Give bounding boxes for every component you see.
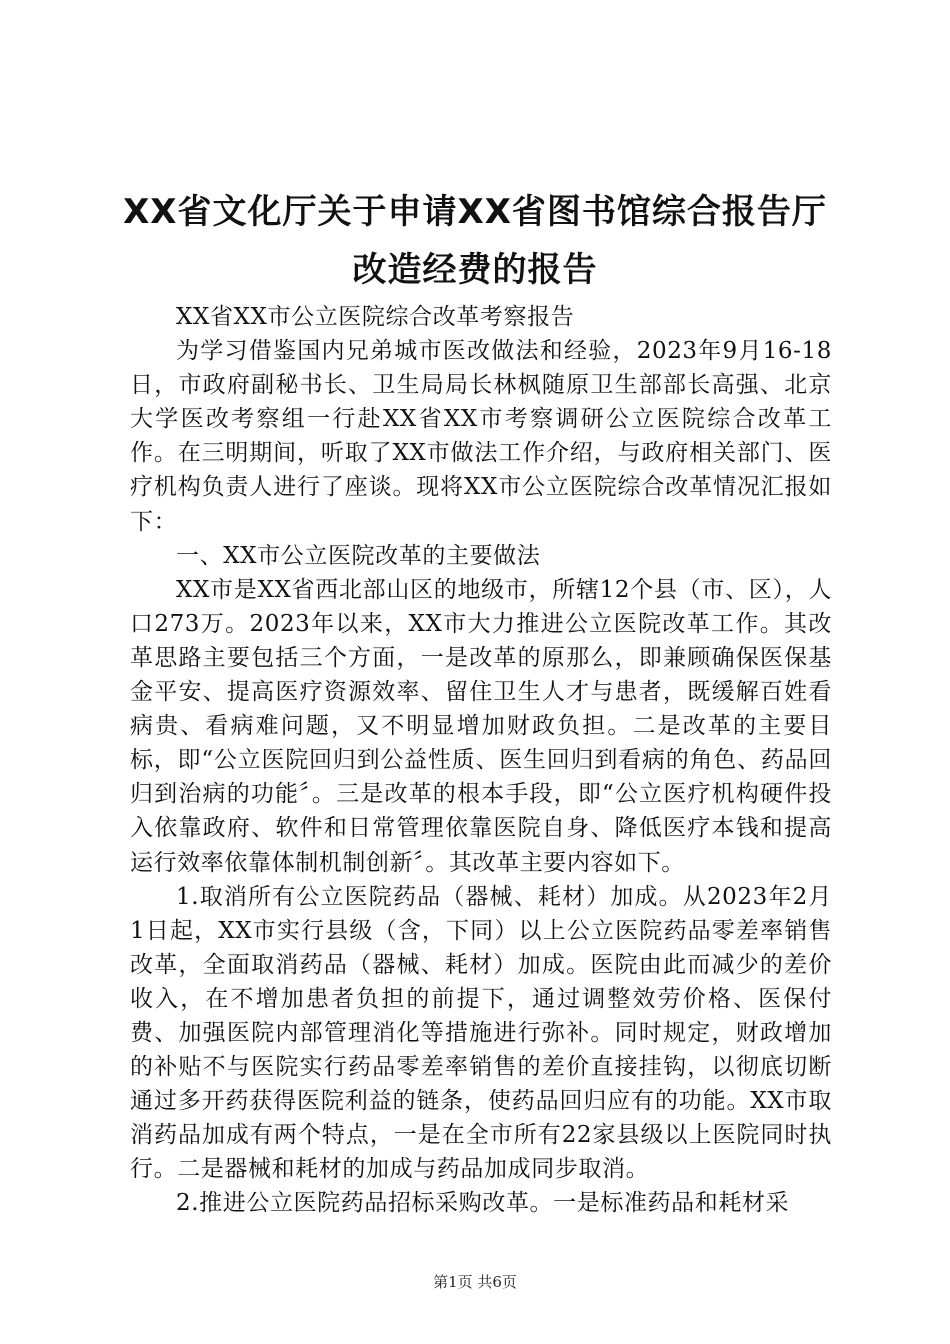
paragraph-subtitle: XX省XX市公立医院综合改革考察报告 (176, 304, 575, 330)
page-number-footer: 第1页 共6页 (433, 1273, 517, 1291)
document-body (130, 300, 832, 1221)
document-title-line-1: XX省文化厅关于申请XX省图书馆综合报告厅 (123, 192, 827, 232)
document-title-line-2: 改造经费的报告 (352, 250, 598, 290)
paragraph-item-2: 2.推进公立医院药品招标采购改革。一是标准药品和耗材采 (176, 1190, 790, 1217)
paragraph-overview: XX市是XX省西北部山区的地级市，所辖12个县（市、区），人口273万。2023年以来，XX市大力推进公立医院改革工作。其改革思路主要包括三个方面，一是改革的原那么，即兼顾确保医保基金平安、提高医疗资源效率、留住卫生人才与患者，既缓解百姓看病贵、看病难问题，又不明显增加财政负担。二是改革的主要目标，即“公立医院回归到公益性质、医生回归到看病的角色、药品回归到治病的功能〞。三是改革的根本手段，即“公立医疗机构硬件投入依靠政府、软件和日常管理依靠医院自身、降低医疗本钱和提高运行效率依靠体制机制创新〞。其改革主要内容如下。 (130, 576, 832, 876)
paragraph-item-1: 1.取消所有公立医院药品（器械、耗材）加成。从2023年2月1日起，XX市实行县级（含，下同）以上公立医院药品零差率销售改革，全面取消药品（器械、耗材）加成。医院由此而减少的差价收入，在不增加患者负担的前提下，通过调整效劳价格、医保付费、加强医院内部管理消化等措施进行弥补。同时规定，财政增加的补贴不与医院实行药品零差率销售的差价直接挂钩，以彻底切断通过多开药获得医院利益的链条，使药品回归应有的功能。XX市取消药品加成有两个特点，一是在全市所有22家县级以上医院同时执行。二是器械和耗材的加成与药品加成同步取消。 (130, 883, 832, 1183)
paragraph-intro: 为学习借鉴国内兄弟城市医改做法和经验，2023年9月16-18日，市政府副秘书长、卫生局局长林枫随原卫生部部长高强、北京大学医改考察组一行赴XX省XX市考察调研公立医院综合改革工作。在三明期间，听取了XX市做法工作介绍，与政府相关部门、医疗机构负责人进行了座谈。现将XX市公立医院综合改革情况汇报如下： (130, 338, 832, 535)
section-heading-1: 一、XX市公立医院改革的主要做法 (176, 542, 541, 569)
